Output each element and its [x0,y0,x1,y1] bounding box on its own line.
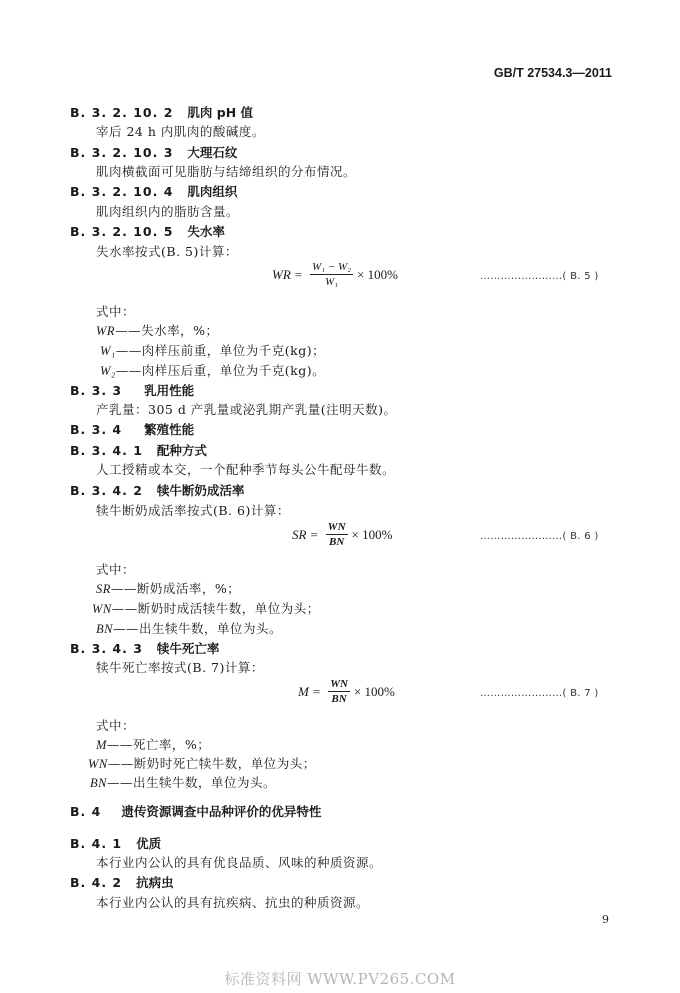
section-title: 优质 [136,836,162,851]
formula-b6 [292,521,392,548]
paragraph: 肌肉组织内的脂肪含量。 [96,204,240,219]
definition-dash: —— [106,737,133,752]
watermark: 标准资料网 WWW.PV265.COM [224,970,456,988]
section-title: 肌肉 pH 值 [187,105,254,120]
definition-row [96,321,218,339]
section-title: 犊牛断奶成活率 [156,483,245,498]
definition-dash: —— [115,343,142,358]
definition-row [96,579,240,597]
definition-dash: —— [106,775,133,790]
paragraph: 肌肉横截面可见脂肪与结缔组织的分布情况。 [96,164,357,179]
definition-dash: —— [107,756,134,771]
definition-text: 死亡率，%； [132,737,211,752]
definition-row [92,599,320,617]
section-heading [70,182,237,200]
section-title: 繁殖性能 [144,422,195,437]
section-heading [70,639,219,657]
definition-text: 肉样压后重，单位为千克(kg)。 [141,363,326,378]
definition-text: 肉样压前重，单位为千克(kg)； [141,343,326,358]
section-title: 肌肉组织 [187,184,238,199]
section-number: B. 4. 2 [70,875,123,890]
denominator: W₁ [325,276,339,288]
definition-symbol: SR [96,582,111,596]
section-heading [70,381,194,399]
definition-text: 断奶时死亡犊牛数，单位为头； [133,756,316,771]
definition-dash: —— [111,601,138,616]
formula-lhs: WR [272,266,291,282]
numerator: WN [327,521,346,533]
section-number: B. 4. 1 [70,836,123,851]
section-number: B. 3. 4. 2 [70,483,143,498]
formula-intro: 犊牛断奶成活率按式(B. 6)计算： [96,503,290,518]
section-heading [70,834,161,852]
definition-symbol: WR [96,324,116,338]
paragraph: 本行业内公认的具有抗疾病、抗虫的种质资源。 [96,895,370,910]
formula-intro: 犊牛死亡率按式(B. 7)计算： [96,660,264,675]
section-number: B. 3. 2. 10. 2 [70,105,174,120]
definition-text: 出生犊牛数，单位为头。 [132,775,276,790]
definition-symbol: M [96,738,107,752]
section-title: 乳用性能 [144,383,195,398]
definition-dash: —— [115,323,142,338]
definition-row [96,619,282,637]
fraction [310,261,353,288]
equals-sign: = [294,266,303,282]
where-label: 式中： [96,304,136,319]
equation-number: ……………………( B. 7 ) [480,688,599,699]
numerator: W₁ − W₂ [312,261,352,273]
section-title: 大理石纹 [187,145,238,160]
definition-symbol: WN [92,602,112,616]
formula-b7 [298,678,395,705]
section-heading [70,441,207,459]
definition-symbol: W₁ [100,344,116,358]
section-heading [70,420,194,438]
paragraph: 人工授精或本交，一个配种季节每头公牛配母牛数。 [96,462,396,477]
paragraph: 产乳量：305 d 产乳量或泌乳期产乳量(注明天数)。 [96,402,397,417]
definition-text: 出生犊牛数，单位为头。 [138,621,282,636]
section-title: 失水率 [187,224,225,239]
where-label: 式中： [96,718,136,733]
where-label: 式中： [96,562,136,577]
definition-symbol: WN [88,757,108,771]
definition-text: 失水率，%； [141,323,219,338]
equals-sign: = [312,683,321,699]
formula-intro: 失水率按式(B. 5)计算： [96,244,238,259]
equals-sign: = [310,526,318,542]
denominator: BN [329,536,345,548]
fraction [328,678,350,705]
page-number: 9 [602,913,609,926]
section-title: 配种方式 [156,443,207,458]
times-hundred: × 100% [357,266,398,282]
equation-number: ……………………( B. 5 ) [480,271,599,282]
formula-lhs: SR [292,526,307,542]
paragraph: 本行业内公认的具有优良品质、风味的种质资源。 [96,855,383,870]
definition-row [100,361,325,379]
definition-text: 断奶成活率，%； [136,581,241,596]
section-number: B. 3. 4. 1 [70,443,143,458]
section-number: B. 4 [70,804,102,819]
times-hundred: × 100% [351,526,393,542]
section-number: B. 3. 4 [70,422,123,437]
definition-symbol: W₂ [100,364,116,378]
section-number: B. 3. 2. 10. 4 [70,184,174,199]
section-number: B. 3. 3 [70,383,123,398]
definition-symbol: BN [96,622,113,636]
definition-dash: —— [110,581,137,596]
definition-row [96,735,210,753]
section-number: B. 3. 2. 10. 5 [70,224,174,239]
definition-row [100,341,325,359]
denominator: BN [331,693,347,705]
paragraph: 宰后 24 h 内肌肉的酸碱度。 [96,124,265,139]
definition-text: 断奶时成活犊牛数，单位为头； [137,601,320,616]
section-number: B. 3. 2. 10. 3 [70,145,174,160]
definition-dash: —— [115,363,142,378]
definition-dash: —— [112,621,139,636]
formula-b5 [272,261,398,288]
section-heading [70,103,253,121]
section-heading [70,143,237,161]
section-heading [70,873,174,891]
fraction [326,521,348,548]
definition-row [90,773,276,791]
section-title: 抗病虫 [136,875,174,890]
section-title: 遗传资源调查中品种评价的优异特性 [121,804,322,819]
definition-symbol: BN [90,776,107,790]
equation-number: ……………………( B. 6 ) [480,531,599,542]
definition-row [88,754,316,772]
times-hundred: × 100% [353,683,395,699]
standard-number: GB/T 27534.3—2011 [493,66,612,80]
formula-lhs: M [298,683,309,699]
section-number: B. 3. 4. 3 [70,641,143,656]
numerator: WN [330,678,348,690]
section-heading [70,222,225,240]
section-title: 犊牛死亡率 [156,641,220,656]
section-heading [70,802,321,820]
section-heading [70,481,244,499]
